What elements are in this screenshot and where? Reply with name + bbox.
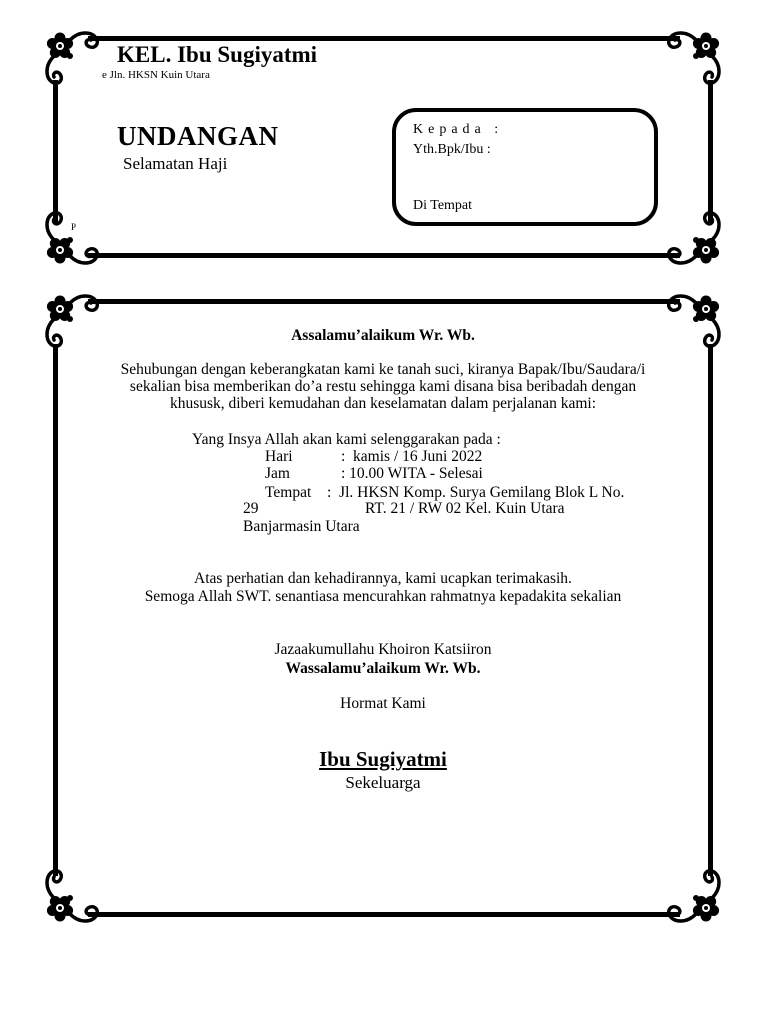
day-value: : kamis / 16 Juni 2022 (341, 448, 483, 465)
corner-ornament-icon (656, 858, 726, 928)
corner-ornament-icon (656, 26, 726, 96)
place-label: Tempat (265, 484, 312, 501)
signer-subtitle: Sekeluarga (345, 773, 421, 792)
signer-name: Ibu Sugiyatmi (319, 747, 447, 771)
invitation-heading: UNDANGAN (117, 121, 279, 151)
letter-border-bottom (88, 912, 680, 917)
recipient-place: Di Tempat (413, 198, 473, 213)
place-line2-left: 29 (243, 500, 259, 517)
recipient-to-label: Kepada : (413, 122, 504, 137)
corner-ornament-icon (40, 289, 110, 359)
corner-ornament-icon (40, 858, 110, 928)
event-name: Selamatan Haji (123, 154, 228, 173)
greeting: Assalamu’alaikum Wr. Wb. (291, 327, 475, 344)
intro-line-2: sekalian bisa memberikan do’a restu sehingga kami disana bisa beribadah dengan (129, 378, 637, 395)
place-value: : Jl. HKSN Komp. Surya Gemilang Blok L No. (327, 484, 625, 501)
sender-address: e Jln. HKSN Kuin Utara (102, 69, 210, 81)
envelope-border-top (88, 36, 680, 41)
letter-border-top (88, 299, 680, 304)
corner-ornament-icon (40, 26, 110, 96)
stray-letter: P (71, 222, 77, 232)
corner-ornament-icon (40, 200, 110, 270)
recipient-salutation: Yth.Bpk/Ibu : (413, 142, 491, 157)
thanks-line-1: Atas perhatian dan kehadirannya, kami ucapkan terimakasih. (194, 570, 572, 587)
place-line3: Banjarmasin Utara (243, 518, 360, 535)
day-label: Hari (265, 448, 293, 465)
thanks-line-2: Semoga Allah SWT. senantiasa mencurahkan rahmatnya kepadakita sekalian (144, 588, 622, 605)
time-label: Jam (265, 465, 290, 482)
letter-border-left (53, 344, 58, 876)
intro-line-3: khususk, diberi kemudahan dan keselamatan dalam perjalanan kami: (169, 395, 597, 412)
letter-border-right (708, 344, 713, 876)
closing-prayer: Jazaakumullahu Khoiron Katsiiron (274, 641, 492, 658)
schedule-intro: Yang Insya Allah akan kami selenggarakan pada : (192, 431, 501, 448)
closing-greeting: Wassalamu’alaikum Wr. Wb. (285, 660, 481, 677)
envelope-border-bottom (88, 253, 680, 258)
intro-line-1: Sehubungan dengan keberangkatan kami ke tanah suci, kiranya Bapak/Ibu/Saudara/i (120, 361, 646, 378)
family-name: KEL. Ibu Sugiyatmi (117, 42, 318, 67)
time-value: : 10.00 WITA - Selesai (341, 465, 483, 482)
place-line2-right: RT. 21 / RW 02 Kel. Kuin Utara (365, 500, 565, 517)
corner-ornament-icon (656, 289, 726, 359)
regards: Hormat Kami (340, 695, 426, 712)
corner-ornament-icon (656, 200, 726, 270)
